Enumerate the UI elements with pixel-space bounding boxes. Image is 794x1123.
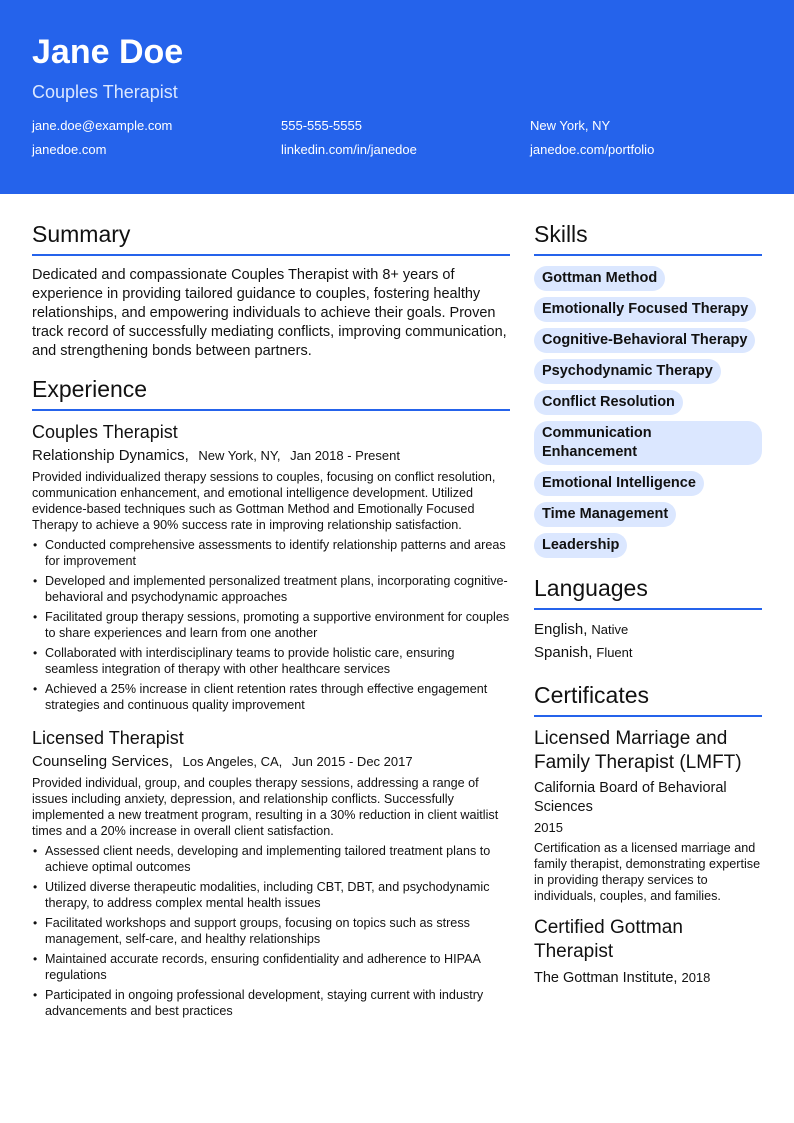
certificate-year: 2018 xyxy=(681,970,711,985)
certificate-year: 2015 xyxy=(534,820,563,835)
left-column xyxy=(32,220,510,1023)
job-bullets xyxy=(32,537,510,713)
job-entry xyxy=(32,421,510,713)
skill-chip: Gottman Method xyxy=(534,266,665,291)
job-bullet: • Facilitated workshops and support groups, focusing on topics such as stress management, self-care, and healthy relationships xyxy=(32,915,510,947)
job-description: Provided individualized therapy sessions to couples, focusing on conflict resolution, communication enhancement, and emotional intelligence development. Utilized evidence-based techniques such as Gottman Method and Emotionally Focused Therapy to achieve a 90% success rate in improving relationship satisfaction. xyxy=(32,470,496,532)
job-company: Relationship Dynamics, xyxy=(32,447,189,464)
job-location: Los Angeles, CA, xyxy=(182,754,283,769)
language-level: Native xyxy=(591,622,629,637)
job-description: Provided individual, group, and couples therapy sessions, addressing a range of issues including anxiety, depression, and relationship conflicts. Successfully implemented a new treatment program, resulting in a 30% reduction in client waitlist times and a 20% increase in overall client satisfaction. xyxy=(32,776,499,838)
skill-chip: Psychodynamic Therapy xyxy=(534,359,721,384)
job-bullet: • Achieved a 25% increase in client retention rates through effective engagement strategies and continuous quality improvement xyxy=(32,681,510,713)
contact-info xyxy=(32,118,762,158)
certificate-description: Certification as a licensed marriage and family therapist, demonstrating expertise in providing therapy services to individuals, couples, and families. xyxy=(534,841,761,903)
language-item xyxy=(534,620,762,640)
language-item xyxy=(534,643,762,663)
certificate-title: Certified Gottman Therapist xyxy=(534,917,683,962)
job-bullet: • Maintained accurate records, ensuring confidentiality and adherence to HIPAA regulations xyxy=(32,951,510,983)
job-bullets xyxy=(32,843,510,1019)
phone-text[interactable]: 555-555-5555 xyxy=(281,118,362,133)
job-title: Licensed Therapist xyxy=(32,728,184,748)
website-link[interactable]: janedoe.com xyxy=(32,142,107,157)
certificate-entry xyxy=(534,916,762,988)
job-bullet: • Conducted comprehensive assessments to identify relationship patterns and areas for improvement xyxy=(32,537,510,569)
language-name: English, xyxy=(534,621,588,638)
job-dates: Jan 2018 - Present xyxy=(290,448,400,463)
skill-chip: Communication Enhancement xyxy=(534,421,762,465)
job-entry xyxy=(32,727,510,1019)
portfolio-link[interactable]: janedoe.com/portfolio xyxy=(530,142,655,157)
right-column xyxy=(534,220,762,1023)
candidate-name: Jane Doe xyxy=(32,33,184,71)
job-bullet: • Utilized diverse therapeutic modalities, including CBT, DBT, and psychodynamic therapy, to address complex mental health issues xyxy=(32,879,510,911)
skill-chip: Cognitive-Behavioral Therapy xyxy=(534,328,755,353)
candidate-title: Couples Therapist xyxy=(32,82,178,102)
skill-chip: Leadership xyxy=(534,533,627,558)
summary-text: Dedicated and compassionate Couples Therapist with 8+ years of experience in providing tailored guidance to couples, fostering healthy relationships, and empowering individuals to achieve their goals. Proven track record of successfully mediating conflicts, improving communication, and strengthening bonds between partners. xyxy=(32,267,507,359)
skills-list xyxy=(534,266,762,558)
job-bullet: • Participated in ongoing professional development, staying current with industry advancements and best practices xyxy=(32,987,510,1019)
skills-heading: Skills xyxy=(534,220,762,256)
job-title: Couples Therapist xyxy=(32,422,178,442)
language-name: Spanish, xyxy=(534,644,593,661)
resume-body xyxy=(0,194,794,1023)
summary-heading: Summary xyxy=(32,220,510,256)
job-meta xyxy=(32,447,510,465)
skill-chip: Conflict Resolution xyxy=(534,390,683,415)
skill-chip: Emotional Intelligence xyxy=(534,471,704,496)
certificate-title: Licensed Marriage and Family Therapist (LMFT) xyxy=(534,728,742,773)
job-dates: Jun 2015 - Dec 2017 xyxy=(291,754,413,769)
job-bullet: • Collaborated with interdisciplinary teams to provide holistic care, ensuring seamless integration of therapy with other healthcare services xyxy=(32,645,510,677)
language-level: Fluent xyxy=(596,645,633,660)
experience-heading: Experience xyxy=(32,375,510,411)
certificates-heading: Certificates xyxy=(534,681,762,717)
skill-chip: Emotionally Focused Therapy xyxy=(534,297,756,322)
job-location: New York, NY, xyxy=(198,448,281,463)
job-bullet: • Developed and implemented personalized treatment plans, incorporating cognitive-behavioral and psychodynamic approaches xyxy=(32,573,510,605)
certificate-entry xyxy=(534,727,762,904)
location-text: New York, NY xyxy=(530,118,611,133)
job-meta xyxy=(32,753,510,771)
linkedin-link[interactable]: linkedin.com/in/janedoe xyxy=(281,142,417,157)
certificate-issuer: California Board of Behavioral Sciences xyxy=(534,780,727,815)
languages-heading: Languages xyxy=(534,574,762,610)
job-company: Counseling Services, xyxy=(32,753,173,770)
email-link[interactable]: jane.doe@example.com xyxy=(32,118,173,133)
certificate-issuer: The Gottman Institute, xyxy=(534,970,678,986)
resume-header xyxy=(0,0,794,194)
skill-chip: Time Management xyxy=(534,502,676,527)
job-bullet: • Assessed client needs, developing and implementing tailored treatment plans to achieve optimal outcomes xyxy=(32,843,510,875)
job-bullet: • Facilitated group therapy sessions, promoting a supportive environment for couples to share experiences and learn from one another xyxy=(32,609,510,641)
languages-list xyxy=(534,620,762,663)
certificate-issuer-line xyxy=(534,968,762,988)
